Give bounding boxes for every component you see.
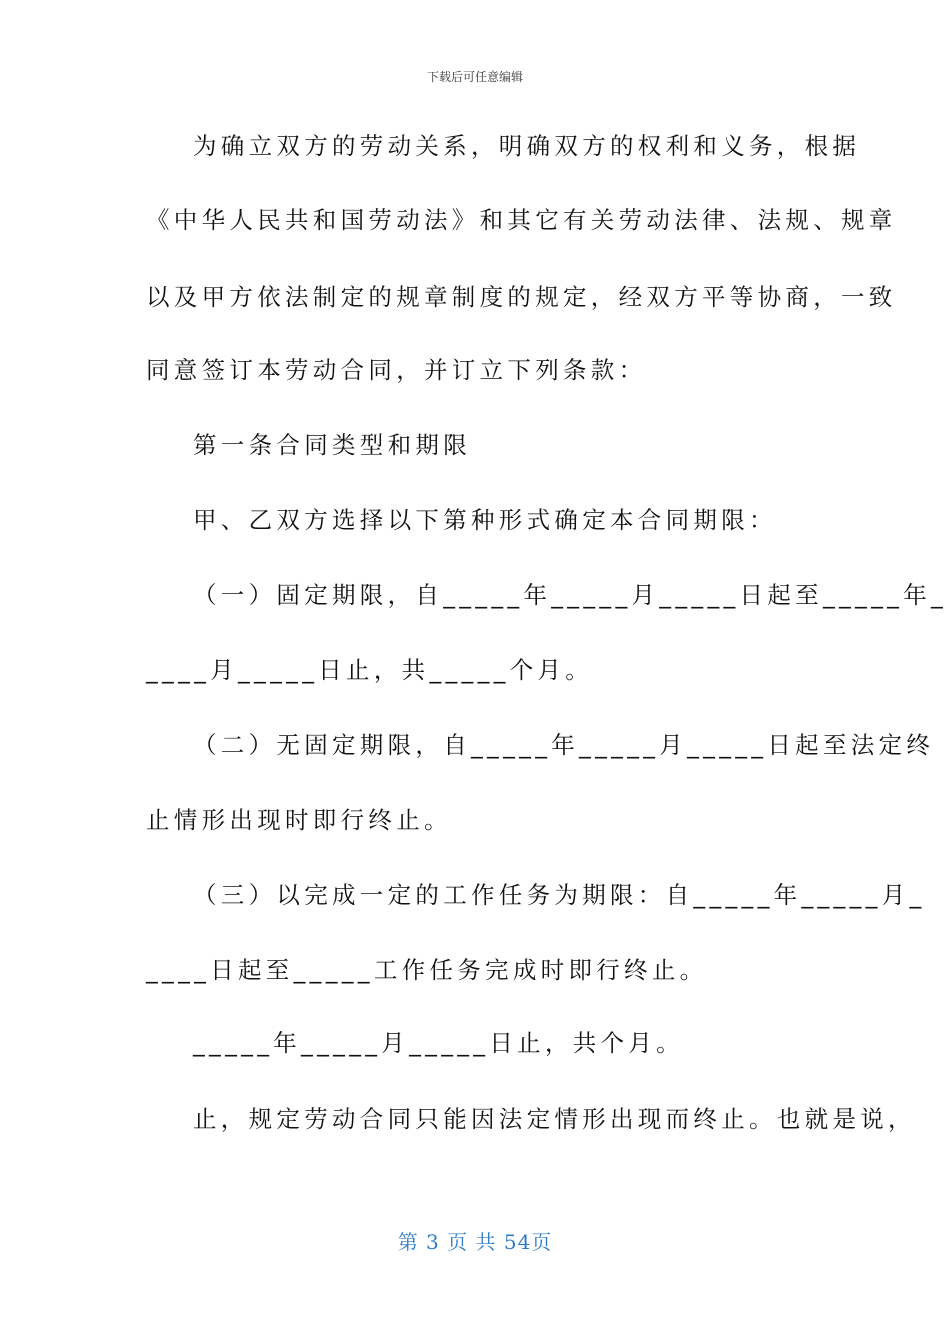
paragraph-line: 以及甲方依法制定的规章制度的规定，经双方平等协商，一致 [146,283,897,311]
paragraph-line: （一）固定期限，自_____年_____月_____日起至_____年_ [193,581,948,609]
page-number: 第 3 页 共 54页 [397,1230,553,1254]
paragraph-line: 同意签订本劳动合同，并订立下列条款： [146,356,647,384]
paragraph-line: _____年_____月_____日止，共个月。 [193,1029,684,1057]
paragraph-line: 止情形出现时即行终止。 [146,806,452,834]
paragraph-line: 《中华人民共和国劳动法》和其它有关劳动法律、法规、规章 [146,206,897,234]
paragraph-line: 止，规定劳动合同只能因法定情形出现而终止。也就是说， [193,1105,916,1133]
paragraph-line: （三）以完成一定的工作任务为期限：自_____年_____月_ [193,881,926,909]
paragraph-line: ____日起至_____工作任务完成时即行终止。 [146,956,708,984]
paragraph-line: （二）无固定期限，自_____年_____月_____日起至法定终 [193,731,935,759]
paragraph-line: 甲、乙双方选择以下第种形式确定本合同期限： [193,506,777,534]
paragraph-line: ____月_____日止，共_____个月。 [146,656,594,684]
header-note: 下载后可任意编辑 [426,70,523,84]
paragraph-line: 为确立双方的劳动关系，明确双方的权利和义务，根据 [193,132,861,160]
section-heading: 第一条合同类型和期限 [193,431,471,459]
